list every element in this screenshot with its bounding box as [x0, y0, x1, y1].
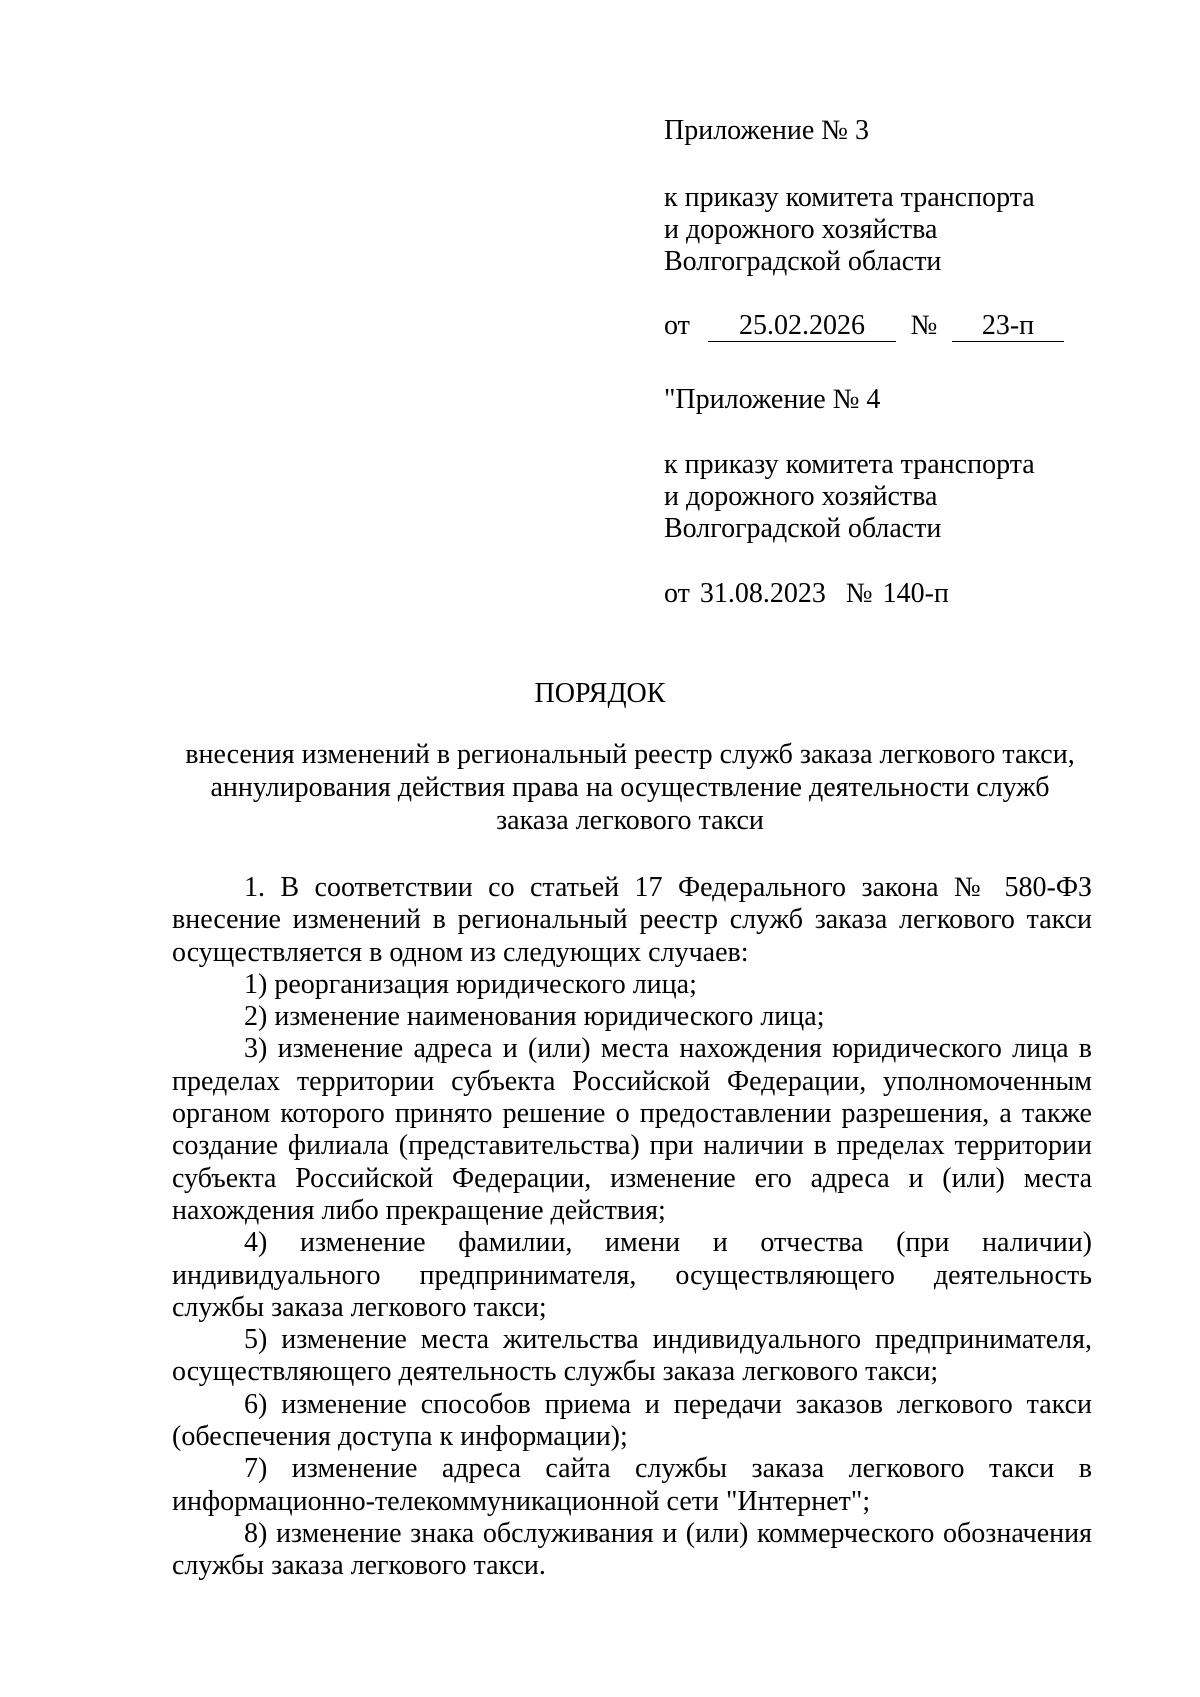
list-item: 2) изменение наименования юридического лица; [244, 1001, 825, 1033]
appendix-old-number: 140-п [882, 578, 949, 609]
list-item: 5) изменение места жительства индивидуального предпринимателя, осуществляющего деятельность службы заказа легкового такси; [172, 1324, 1092, 1388]
appendix-new-title-text: Приложение № 3 [664, 115, 869, 146]
list-item: 6) изменение способов приема и передачи заказов легкового такси (обеспечения доступа к информации); [172, 1388, 1092, 1453]
list-item: 3) изменение адреса и (или) места нахождения юридического лица в пределах территории субъекта Российской Федерации, уполномоченным органом которого принято решение о предоставлении разрешения, а также создание филиала (представительства) при наличии в пределах территории субъекта Российской Федерации, изменение его адреса и (или) места нахождения либо прекращение действия; [172, 1033, 1092, 1226]
list-item: 7) изменение адреса сайта службы заказа легкового такси в информационно-телекоммуникационной сети "Интернет"; [172, 1453, 1092, 1517]
appendix-new-reference-line: Волгоградской области [664, 246, 942, 277]
appendix-old-date-label: от [664, 578, 690, 609]
document-subtitle-line: заказа легкового такси [496, 805, 764, 836]
appendix-new-number: 23-п [952, 311, 1064, 342]
document-subtitle [160, 738, 1100, 837]
document-subtitle-line: аннулирования действия права на осуществление деятельности служб [210, 772, 1050, 803]
document-body [172, 872, 1092, 1583]
appendix-new-number-label: № [910, 310, 938, 341]
list-item: 1) реорганизация юридического лица; [244, 968, 697, 1000]
appendix-old-number-label: № [845, 578, 873, 609]
paragraph: 1. В соответствии со статьей 17 Федерального закона № 580-ФЗ внесение изменений в региональный реестр служб заказа легкового такси осуществляется в одном из следующих случаев: [172, 872, 1092, 968]
appendix-new-date: 25.02.2026 [708, 311, 896, 342]
document-subtitle-line: внесения изменений в региональный реестр служб заказа легкового такси, [185, 739, 1075, 770]
appendix-old-reference [664, 449, 1134, 545]
document-title: ПОРЯДОК [534, 678, 666, 709]
appendix-new-date-label: от [664, 310, 690, 341]
list-item: 4) изменение фамилии, имени и отчества (при наличии) индивидуального предпринимателя, осуществляющего деятельность службы заказа легкового такси; [172, 1227, 1092, 1323]
list-item: 8) изменение знака обслуживания и (или) коммерческого обозначения службы заказа легкового такси. [172, 1517, 1092, 1582]
appendix-old-title-text: "Приложение № 4 [664, 384, 881, 415]
appendix-old-reference-line: Волгоградской области [664, 513, 942, 544]
appendix-new-title [664, 115, 1134, 147]
appendix-old-date: 31.08.2023 [699, 578, 826, 609]
appendix-new-reference [664, 182, 1134, 278]
appendix-old-reference-line: к приказу комитета транспорта [664, 449, 1035, 480]
appendix-new-reference-line: к приказу комитета транспорта [664, 182, 1035, 213]
appendix-new-date-row [664, 310, 1134, 342]
appendix-old-date-row [664, 578, 1134, 610]
appendix-old-title [664, 384, 1134, 416]
appendix-new-reference-line: и дорожного хозяйства [664, 214, 938, 245]
appendix-old-reference-line: и дорожного хозяйства [664, 481, 938, 512]
